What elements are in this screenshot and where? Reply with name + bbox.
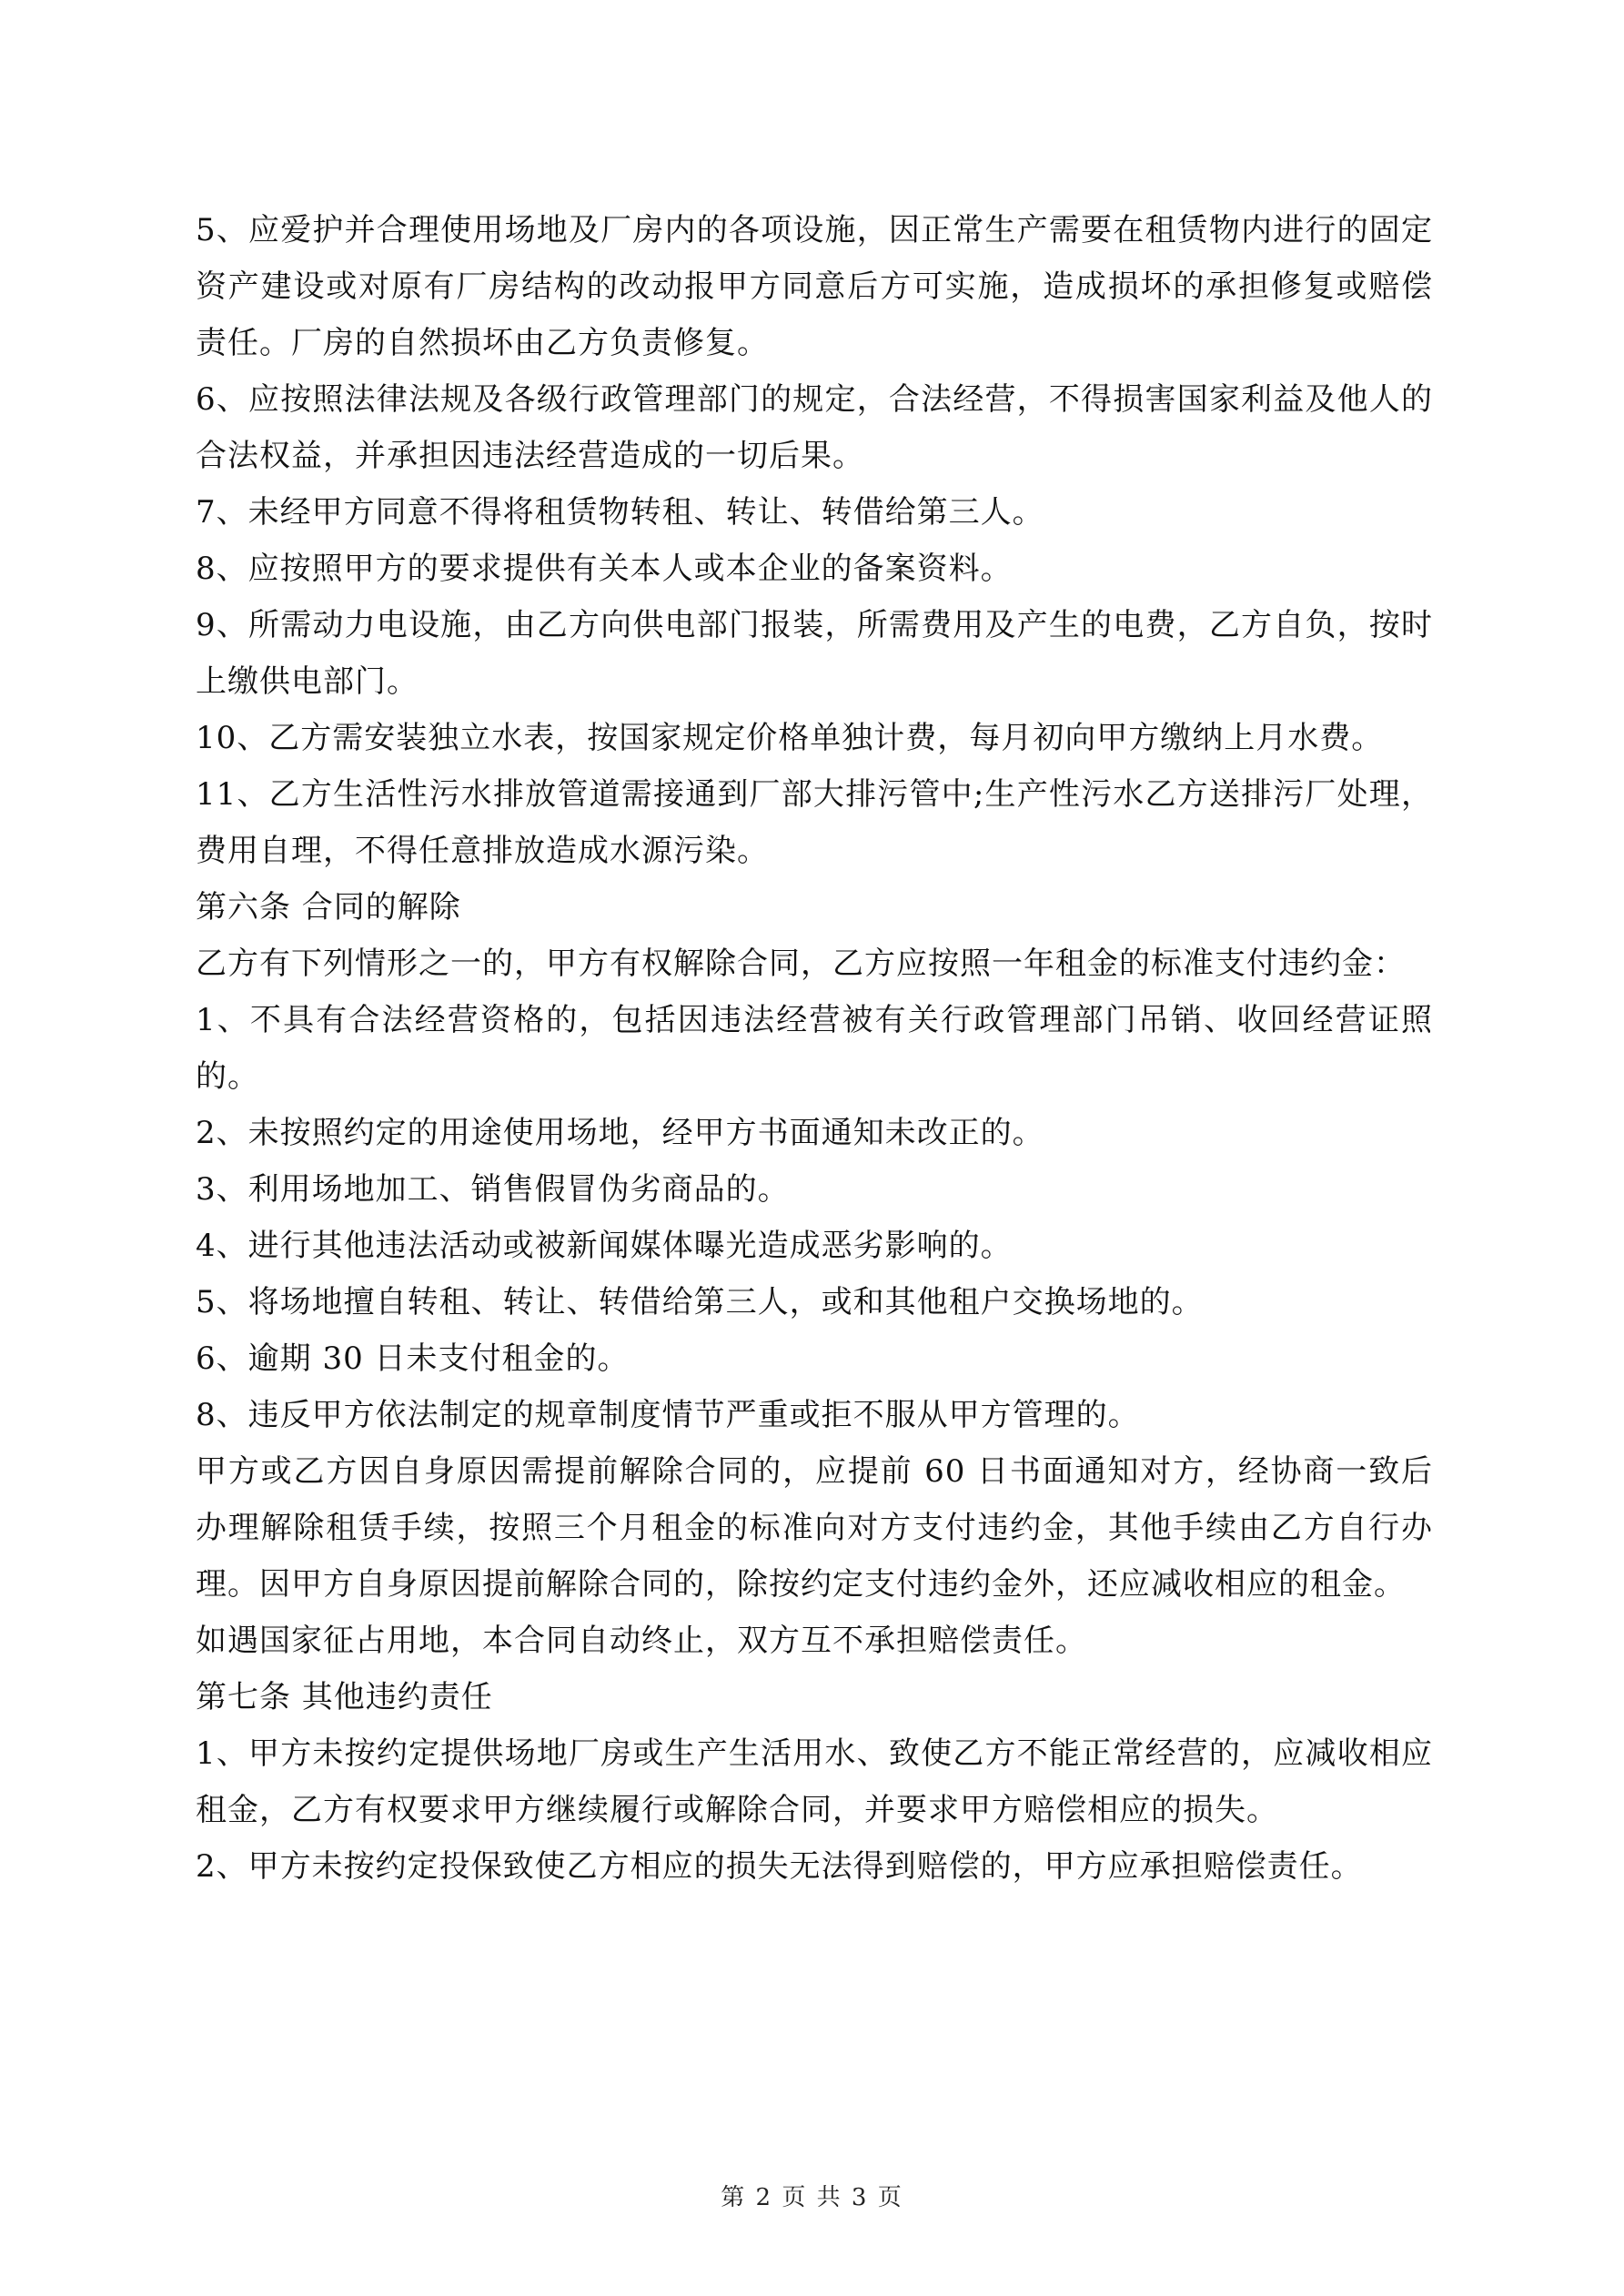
clause-8-records: 8、应按照甲方的要求提供有关本人或本企业的备案资料。 — [196, 551, 1013, 587]
early-termination-clause: 甲方或乙方因自身原因需提前解除合同的，应提前 60 日书面通知对方，经协商一致后办理解除租赁手续，按照三个月租金的标准向对方支付违约金，其他手续由乙方自行办理。因甲方自身原因提前解除合同的，除按约定支付违约金外，还应减收相应的租金。 — [196, 1453, 1433, 1603]
land-expropriation-clause: 如遇国家征占用地，本合同自动终止，双方互不承担赔偿责任。 — [196, 1623, 1087, 1659]
termination-item-3: 3、利用场地加工、销售假冒伪劣商品的。 — [196, 1171, 790, 1208]
liability-item-1: 1、甲方未按约定提供场地厂房或生产生活用水、致使乙方不能正常经营的，应减收相应租金，乙方有权要求甲方继续履行或解除合同，并要求甲方赔偿相应的损失。 — [196, 1735, 1433, 1828]
termination-item-8: 8、违反甲方依法制定的规章制度情节严重或拒不服从甲方管理的。 — [196, 1397, 1140, 1433]
clause-9-power: 9、所需动力电设施，由乙方向供电部门报装，所需费用及产生的电费，乙方自负，按时上缴供电部门。 — [196, 607, 1433, 700]
section-heading-article-7: 第七条 其他违约责任 — [196, 1679, 493, 1715]
termination-item-6: 6、逾期 30 日未支付租金的。 — [196, 1340, 630, 1377]
document-body — [196, 202, 1433, 1895]
termination-intro: 乙方有下列情形之一的，甲方有权解除合同，乙方应按照一年租金的标准支付违约金： — [196, 946, 1406, 982]
clause-10-water-meter: 10、乙方需安装独立水表，按国家规定价格单独计费，每月初向甲方缴纳上月水费。 — [196, 720, 1384, 756]
clause-11-sewage: 11、乙方生活性污水排放管道需接通到厂部大排污管中;生产性污水乙方送排污厂处理，费用自理，不得任意排放造成水源污染。 — [196, 776, 1433, 869]
clause-6-lawful-operation: 6、应按照法律法规及各级行政管理部门的规定，合法经营，不得损害国家利益及他人的合法权益，并承担因违法经营造成的一切后果。 — [196, 381, 1433, 474]
termination-item-5: 5、将场地擅自转租、转让、转借给第三人，或和其他租户交换场地的。 — [196, 1284, 1204, 1320]
termination-item-4: 4、进行其他违法活动或被新闻媒体曝光造成恶劣影响的。 — [196, 1228, 1013, 1264]
clause-7-no-sublease: 7、未经甲方同意不得将租赁物转租、转让、转借给第三人。 — [196, 494, 1044, 531]
section-heading-article-6: 第六条 合同的解除 — [196, 889, 461, 925]
clause-5-facilities: 5、应爱护并合理使用场地及厂房内的各项设施，因正常生产需要在租赁物内进行的固定资产建设或对原有厂房结构的改动报甲方同意后方可实施，造成损坏的承担修复或赔偿责任。厂房的自然损坏由乙方负责修复。 — [196, 212, 1433, 361]
termination-item-1: 1、不具有合法经营资格的，包括因违法经营被有关行政管理部门吊销、收回经营证照的。 — [196, 1002, 1433, 1095]
page-number-footer: 第 2 页 共 3 页 — [721, 2184, 903, 2211]
termination-item-2: 2、未按照约定的用途使用场地，经甲方书面通知未改正的。 — [196, 1115, 1044, 1151]
liability-item-2: 2、甲方未按约定投保致使乙方相应的损失无法得到赔偿的，甲方应承担赔偿责任。 — [196, 1848, 1363, 1885]
